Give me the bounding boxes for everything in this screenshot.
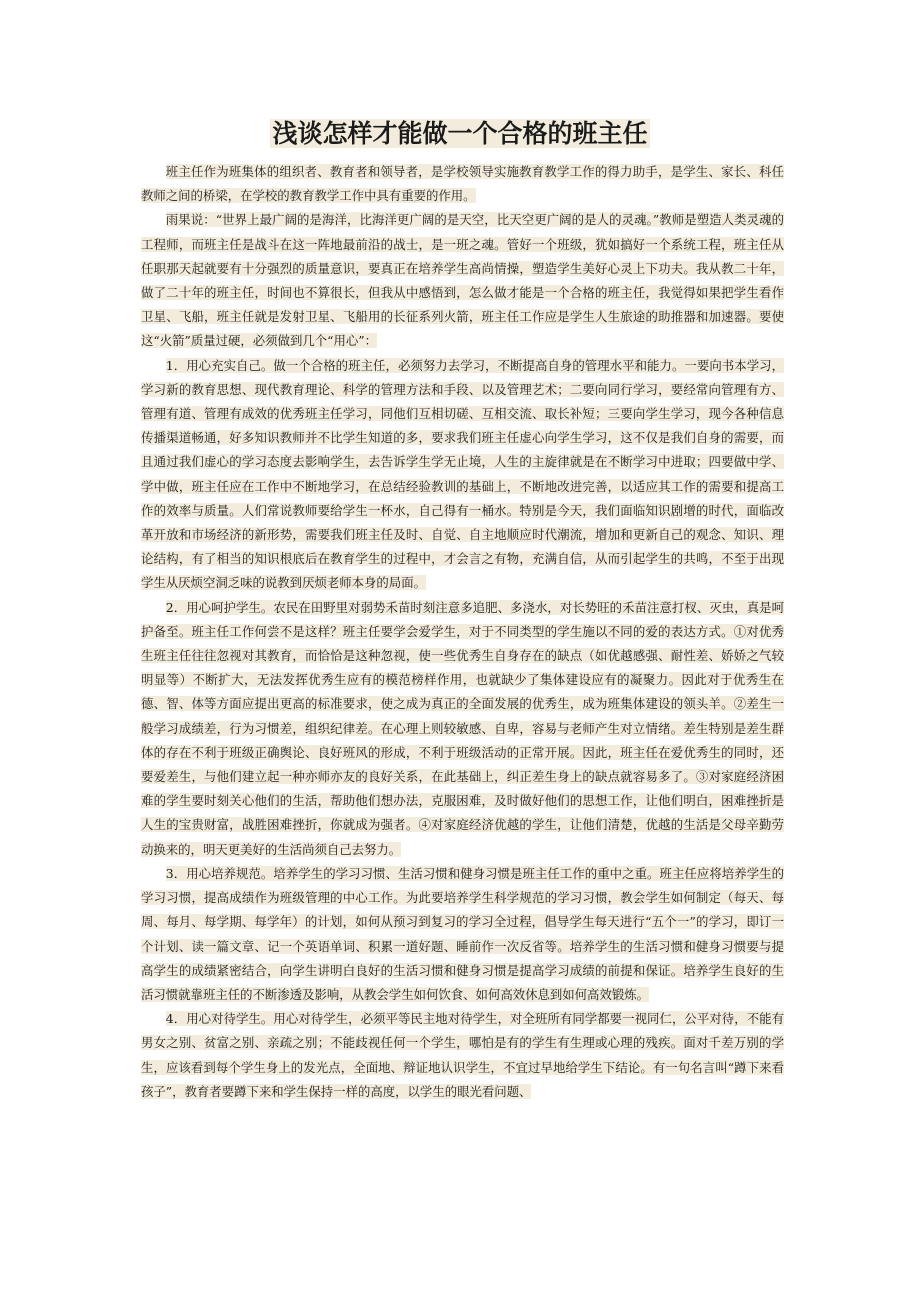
paragraph-text: 1．用心充实自己。做一个合格的班主任，必须努力去学习，不断提高自身的管理水平和能力。一要向书本学习，学习新的教育思想、现代教育理论、科学的管理方法和手段、以及管理艺术；二要向同行学习，要经常向管理有方、管理有道、管理有成效的优秀班主任学习，同他们互相切磋、互相交流、取长补短；三要向学生学习，现今各种信息传播渠道畅通，好多知识教师并不比学生知道的多，要求我们班主任虚心向学生学习，这不仅是我们自身的需要，而且通过我们虚心的学习态度去影响学生，去告诉学生学无止境，人生的主旋律就是在不断学习中进取；四要做中学、学中做，班主任应在工作中不断地学习，在总结经验教训的基础上，不断地改进完善，以适应其工作的需要和提高工作的效率与质量。人们常说教师要给学生一杯水，自己得有一桶水。特别是今天，我们面临知识剧增的时代，面临改革开放和市场经济的新形势，需要我们班主任及时、自觉、自主地顺应时代潮流，增加和更新自己的观念、知识、理论结构，有了相当的知识根底后在教育学生的过程中，才会言之有物，充满自信，从而引起学生的共鸣，不至于出现学生从厌烦空洞乏味的说教到厌烦老师本身的局面。 bbox=[141, 357, 784, 591]
document-title-text: 浅谈怎样才能做一个合格的班主任 bbox=[272, 119, 648, 148]
paragraph-text: 班主任作为班集体的组织者、教育者和领导者，是学校领导实施教育教学工作的得力助手，是学生、家长、科任教师之间的桥梁，在学校的教育教学工作中具有重要的作用。 bbox=[141, 164, 784, 204]
document-title bbox=[0, 114, 920, 154]
paragraph-point-1 bbox=[141, 354, 784, 596]
paragraph-point-2 bbox=[141, 596, 784, 862]
paragraph-point-4 bbox=[141, 1007, 784, 1104]
paragraph-text: 2．用心呵护学生。农民在田野里对弱势禾苗时刻注意多追肥、多浇水，对长势旺的禾苗注意打杈、灭虫，真是呵护备至。班主任工作何尝不是这样？班主任要学会爱学生，对于不同类型的学生施以不同的爱的表达方式。①对优秀生班主任往往忽视对其教育，而恰恰是这种忽视，使一些优秀生自身存在的缺点（如优越感强、耐性差、娇娇之气较明显等）不断扩大，无法发挥优秀生应有的模范榜样作用，也就缺少了集体建设应有的凝聚力。因此对于优秀生在德、智、体等方面应提出更高的标准要求，使之成为真正的全面发展的优秀生，成为班集体建设的领头羊。②差生一般学习成绩差，行为习惯差，组织纪律差。在心理上则较敏感、自卑，容易与老师产生对立情绪。差生特别是差生群体的存在不利于班级正确舆论、良好班风的形成，不利于班级活动的正常开展。因此，班主任在爱优秀生的同时，还要爱差生，与他们建立起一种亦师亦友的良好关系，在此基础上，纠正差生身上的缺点就容易多了。③对家庭经济困难的学生要时刻关心他们的生活，帮助他们想办法，克服困难，及时做好他们的思想工作，让他们明白，困难挫折是人生的宝贵财富，战胜困难挫折，你就成为强者。④对家庭经济优越的学生，让他们清楚，优越的生活是父母辛勤劳动换来的，明天更美好的生活尚须自己去努力。 bbox=[141, 599, 784, 857]
article-body bbox=[141, 160, 784, 1104]
paragraph-text: 3．用心培养规范。培养学生的学习习惯、生活习惯和健身习惯是班主任工作的重中之重。班主任应将培养学生的学习习惯，提高成绩作为班级管理的中心工作。为此要培养学生科学规范的学习习惯，教会学生如何制定（每天、每周、每月、每学期、每学年）的计划，如何从预习到复习的学习全过程，倡导学生每天进行“五个一”的学习，即订一个计划、读一篇文章、记一个英语单词、积累一道好题、睡前作一次反省等。培养学生的生活习惯和健身习惯要与提高学生的成绩紧密结合，向学生讲明白良好的生活习惯和健身习惯是提高学习成绩的前提和保证。培养学生良好的生活习惯就靠班主任的不断渗透及影响，从教会学生如何饮食、如何高效休息到如何高效锻炼。 bbox=[141, 865, 784, 1002]
paragraph-point-3 bbox=[141, 862, 784, 1007]
paragraph-hugo-quote bbox=[141, 208, 784, 353]
paragraph-text: 4．用心对待学生。用心对待学生，必须平等民主地对待学生，对全班所有同学都要一视同仁，公平对待，不能有男女之别、贫富之别、亲疏之别；不能歧视任何一个学生，哪怕是有的学生有生理或心理的残疾。面对千差万别的学生，应该看到每个学生身上的发光点，全面地、辩证地认识学生，不宜过早地给学生下结论。有一句名言叫“蹲下来看孩子”，教育者要蹲下来和学生保持一样的高度，以学生的眼光看问题、 bbox=[141, 1011, 784, 1099]
paragraph-text: 雨果说：“世界上最广阔的是海洋，比海洋更广阔的是天空，比天空更广阔的是人的灵魂。”教师是塑造人类灵魂的工程师，而班主任是战斗在这一阵地最前沿的战士，是一班之魂。管好一个班级，犹如搞好一个系统工程，班主任从任职那天起就要有十分强烈的质量意识，要真正在培养学生高尚情操，塑造学生美好心灵上下功夫。我从教二十年，做了二十年的班主任，时间也不算很长，但我从中感悟到，怎么做才能是一个合格的班主任，我觉得如果把学生看作卫星、飞船，班主任就是发射卫星、飞船用的长征系列火箭，班主任工作应是学生人生旅途的助推器和加速器。要使这“火箭”质量过硬，必须做到几个“用心”： bbox=[141, 212, 784, 349]
paragraph-intro bbox=[141, 160, 784, 208]
